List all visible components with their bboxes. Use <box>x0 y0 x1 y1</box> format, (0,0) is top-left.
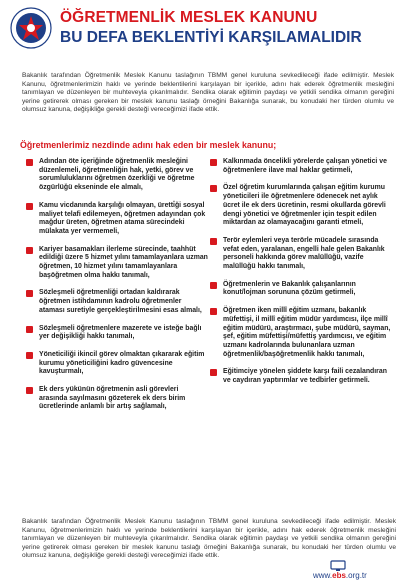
list-item <box>26 325 208 342</box>
bullet-icon <box>210 159 217 166</box>
list-item-text: Kalkınmada öncelikli yörelerde çalışan yönetici ve öğretmenlere ilave mal haklar getirmeli, <box>223 158 387 174</box>
list-item <box>210 184 392 228</box>
list-item-text: Öğretmenlerin ve Bakanlık çalışanlarının konut/lojman sorununa çözüm getirmeli, <box>223 280 356 297</box>
list-item-text: Özel öğretim kurumlarında çalışan eğitim kurumu yöneticileri ile öğretmenlere ödenecek net aylık ücret ile ek ders ücretinin, resmi okullarda görevli dengi yönetici ve öğretmenler için tespit edilen miktardan az olamayacağını garanti etmeli, <box>223 184 386 227</box>
list-item <box>210 158 392 175</box>
list-item-text: Terör eylemleri veya terörle mücadele sırasında vefat eden, yaralanan, engelli hale gelen Bakanlık personeli hakkında görev malüllüğü, vazife malüllüğü hakkı tanımalı, <box>223 236 385 271</box>
list-item <box>210 307 392 359</box>
bullet-icon <box>26 290 33 297</box>
url-suffix: .org.tr <box>345 571 367 580</box>
bullet-icon <box>210 369 217 376</box>
list-item-text: Kamu vicdanında karşılığı olmayan, üretti̇ği sosyal maliyet telafi edilemeyen, öğretmen adayından çok mağdur üreten, öğretmen atama sürecindeki mülakata yer vermemeli, <box>39 201 206 235</box>
list-item <box>26 246 208 281</box>
website-link[interactable] <box>313 571 403 581</box>
list-item-text: Eğitimciye yönelen şiddete karşı faili cezalandıran ve caydıran yaptırımlar ve tedbirler getirmeli. <box>223 368 387 385</box>
list-item-text: Kariyer basamakları ilerleme sürecinde, taahhüt edildiği üzere 5 hizmet yılını tamamlayanlara uzman öğretmen, 10 hizmet yılını tamamlayanlara başöğretmen olma hakkı tanımalı, <box>39 245 208 279</box>
list-item <box>210 237 392 272</box>
bullet-icon <box>26 247 33 254</box>
list-item-text: Sözleşmeli öğretmenliği ortadan kaldırarak öğretmen istihdamının kadrolu öğretmenler ataması suretiyle gerçekleştirilmesini esas almalı, <box>39 289 202 314</box>
bullet-icon <box>26 387 33 394</box>
list-item <box>26 158 208 193</box>
bullet-icon <box>210 238 217 245</box>
list-item <box>26 386 208 412</box>
url-prefix: www. <box>313 571 333 580</box>
bullet-icon <box>210 282 217 289</box>
bullet-icon <box>26 203 33 210</box>
list-item-text: Adından öte içeriğinde öğretmenlik mesleğini düzenlemeli, öğretmenliğin hak, yetki, görev ve sorumluluklarını öğretmen özerkliği ve öğretme özgürlüğü ekseninde ele almalı, <box>39 158 195 192</box>
bullet-icon <box>210 185 217 192</box>
list-item <box>210 281 392 298</box>
list-item <box>210 368 392 385</box>
list-item-text: Ek ders yükünün öğretmenin asli görevleri arasında sayılmasını gözeterek ek ders birim ücretlerinde anlamlı bir artış sağlamalı, <box>39 386 186 411</box>
url-brand: ebs <box>332 571 346 580</box>
bullet-icon <box>26 326 33 333</box>
section-title: Öğretmenlerimiz nezdinde adını hak eden bir meslek kanunu; <box>20 140 277 150</box>
list-item <box>26 202 208 237</box>
list-item <box>26 289 208 315</box>
right-column <box>210 158 392 395</box>
list-item <box>26 351 208 377</box>
outro-paragraph: Bakanlık tarafından Öğretmenlik Meslek Kanunu taslağının TBMM genel kuruluna sevkedileceği ifade edilmiştir. Meslek Kanunu, öğretmenlerimizin haklı ve yerinde beklentilerini karşılayan bir içerikle, adını hak ederek öğretmenlik mesleğini tanımlayan ve düzenleyen bir muhteveyla çıkarılmalıdır. Sendika olarak eğitimin paydaşı ve yetkili sendika olmanın gereğini yerine getirerek olması gereken bir meslek kanunu taslağı örneğini Bakanlığa sunarak, bu konudaki her türden olumlu ve olumsuz kanuna, değişikliğe gerekli desteği vereceğimizi ifade ettik. <box>22 518 396 560</box>
list-item-text: Yöneticiliği ikincil görev olmaktan çıkararak eğitim kurumu yöneticiliğini kadro güvencesine kavuşturmalı, <box>39 350 205 376</box>
intro-paragraph: Bakanlık tarafından Öğretmenlik Meslek Kanunu taslağının TBMM genel kuruluna sevkedileceği ifade edilmiştir. Meslek Kanunu, öğretmenlerimizin haklı ve yerinde beklentilerini karşılayan bir içerikle, adını hak ederek öğretmenlik mesleğini tanımlayan ve düzenleyen bir muhteveyla çıkarılmalıdır. Sendika olarak eğitimin paydaşı ve yetkili sendika olmanın gereğini yerine getirerek olması gereken bir meslek kanunu taslağı örneğini Bakanlığa sunarak, bu konudaki her türden olumlu ve olumsuz kanuna, değişikliğe gerekli desteği vereceğimizi ifade ettik. <box>22 72 394 114</box>
list-item-text: Sözleşmeli öğretmenlere mazerete ve isteğe bağlı yer değişikliği hakkı tanımalı, <box>39 324 202 341</box>
page-title-line2: BU DEFA BEKLENTİYİ KARŞILAMALIDIR <box>60 29 362 46</box>
list-item-text: Öğretmen iken millî eğitim uzmanı, bakanlık müfettişi, il millî eğitim müdür yardımcısı, ilçe millî eğitim müdürü, araştırmacı, şube müdürü, sayman, şef, eğitim müfettişi/müfettiş yardımcısı, ve eğitim uzmanı kadrolarında bulunanlara uzman öğretmenlik/başöğretmenlik hakkı tanımalı, <box>223 307 391 358</box>
union-logo-icon <box>10 7 52 49</box>
bullet-icon <box>26 159 33 166</box>
bullet-icon <box>210 308 217 315</box>
bullet-icon <box>26 352 33 359</box>
page-title-line1: ÖĞRETMENLİK MESLEK KANUNU <box>60 9 318 26</box>
left-column <box>26 158 208 421</box>
